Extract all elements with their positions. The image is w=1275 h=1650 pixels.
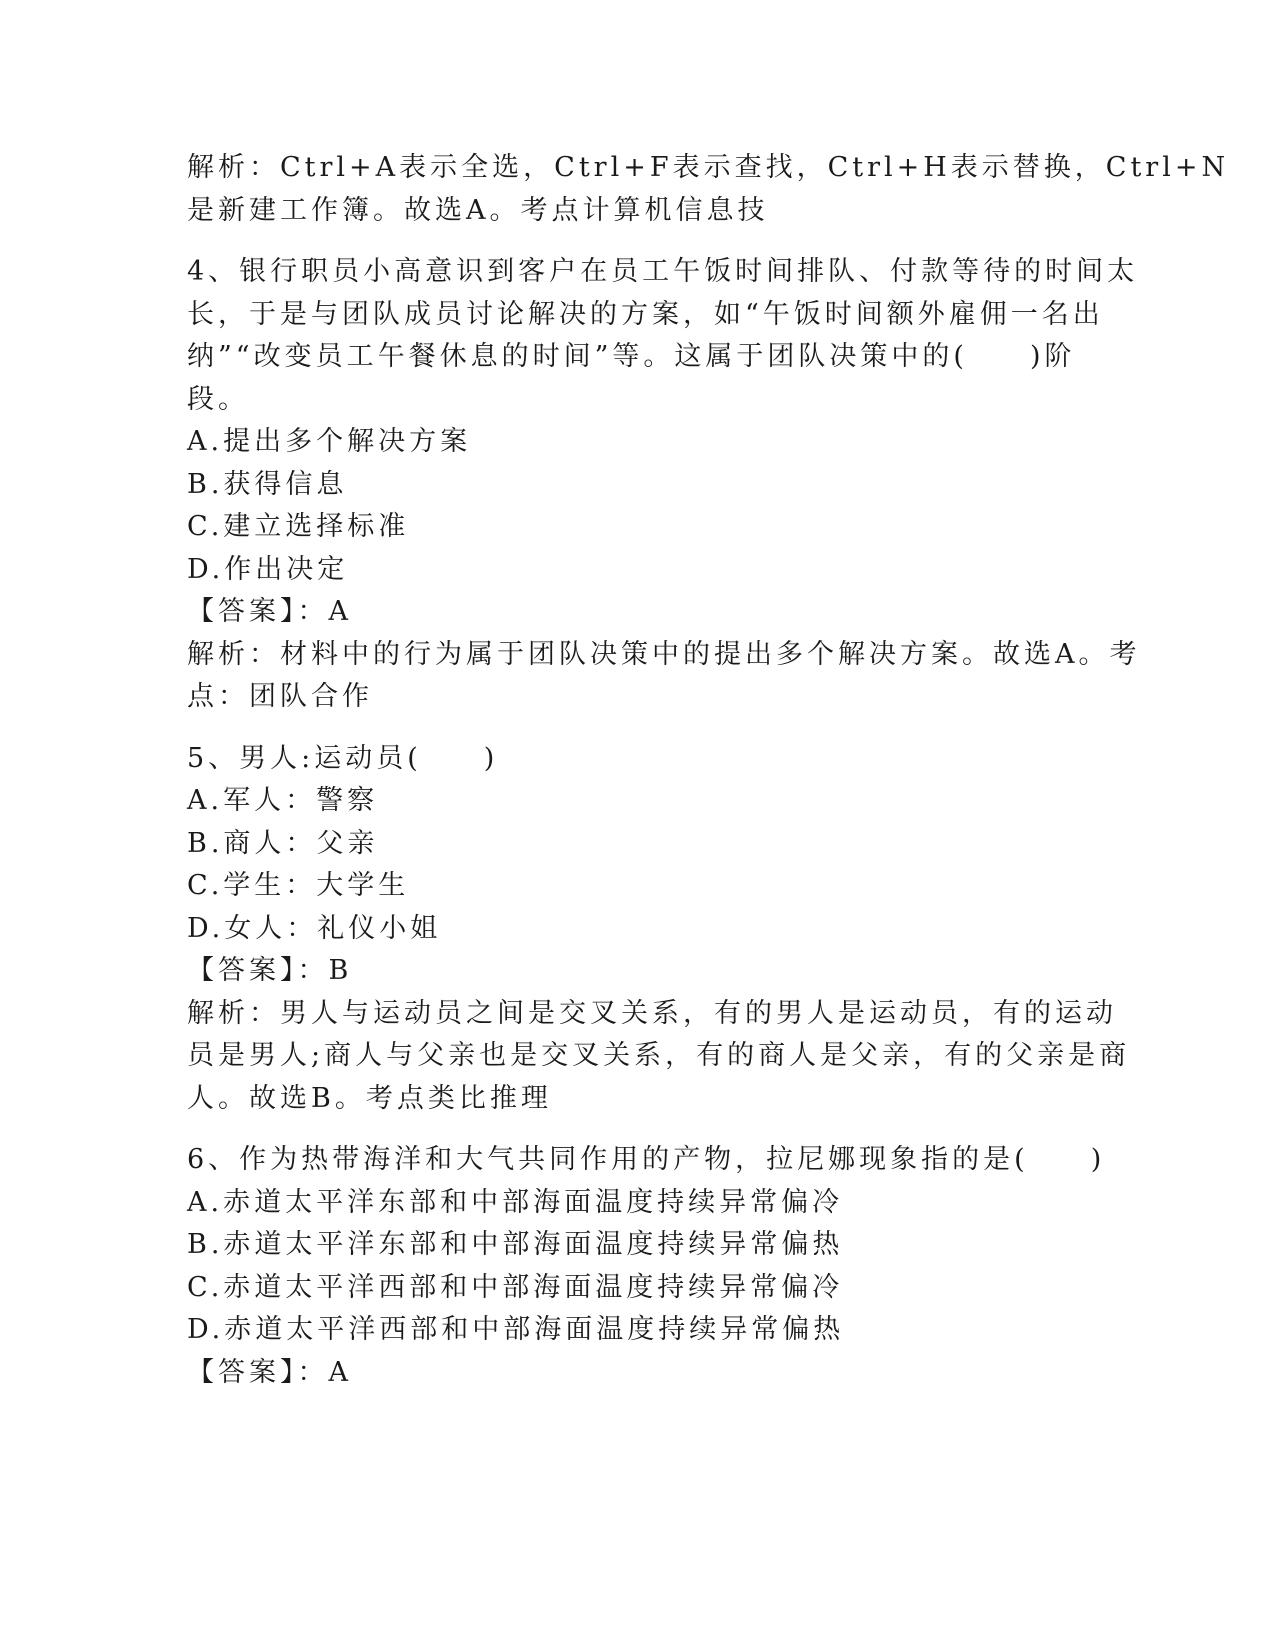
analysis-line: 是新建工作簿。故选A。考点计算机信息技 [187,194,769,226]
answer: 【答案】：A [187,596,352,627]
option-c: C.学生：大学生 [187,870,410,901]
question-line: 4、银行职员小高意识到客户在员工午饭时间排队、付款等待的时间太 [187,256,1139,287]
question-6 [187,1139,1106,1394]
option-a: A.提出多个解决方案 [187,426,472,457]
option-b: B.获得信息 [187,468,348,500]
analysis-line: 人。故选B。考点类比推理 [187,1082,552,1114]
option-b: B.商人：父亲 [187,827,379,859]
question-line: 5、男人:运动员( ) [187,742,499,774]
question-line: 段。 [187,383,249,415]
option-c: C.建立选择标准 [187,511,410,542]
option-d: D.女人：礼仪小姐 [187,912,442,944]
question-line: 纳”“改变员工午餐休息的时间”等。这属于团队决策中的( )阶 [187,341,1076,372]
option-a: A.军人：警察 [187,785,379,816]
document-page [187,147,1230,1394]
question-4 [187,251,1141,719]
answer: 【答案】：A [187,1356,352,1388]
analysis-line: 解析：材料中的行为属于团队决策中的提出多个解决方案。故选A。考 [187,638,1141,670]
option-b: B.赤道太平洋东部和中部海面温度持续异常偏热 [187,1229,844,1260]
answer: 【答案】：B [187,955,353,986]
question-5 [187,738,1131,1121]
option-d: D.赤道太平洋西部和中部海面温度持续异常偏热 [187,1314,845,1345]
question-line: 6、作为热带海洋和大气共同作用的产物，拉尼娜现象指的是( ) [187,1144,1106,1175]
analysis-line: 解析：Ctrl+A表示全选，Ctrl+F表示查找，Ctrl+H表示替换，Ctrl+N [187,152,1230,183]
option-d: D.作出决定 [187,553,349,585]
analysis-line: 点：团队合作 [187,681,373,712]
prev-analysis [187,147,1230,232]
option-c: C.赤道太平洋西部和中部海面温度持续异常偏冷 [187,1271,844,1303]
analysis-line: 员是男人;商人与父亲也是交叉关系，有的商人是父亲，有的父亲是商 [187,1040,1131,1071]
analysis-line: 解析：男人与运动员之间是交叉关系，有的男人是运动员，有的运动 [187,997,1117,1029]
question-line: 长，于是与团队成员讨论解决的方案，如“午饭时间额外雇佣一名出 [187,298,1104,330]
option-a: A.赤道太平洋东部和中部海面温度持续异常偏冷 [187,1186,844,1218]
